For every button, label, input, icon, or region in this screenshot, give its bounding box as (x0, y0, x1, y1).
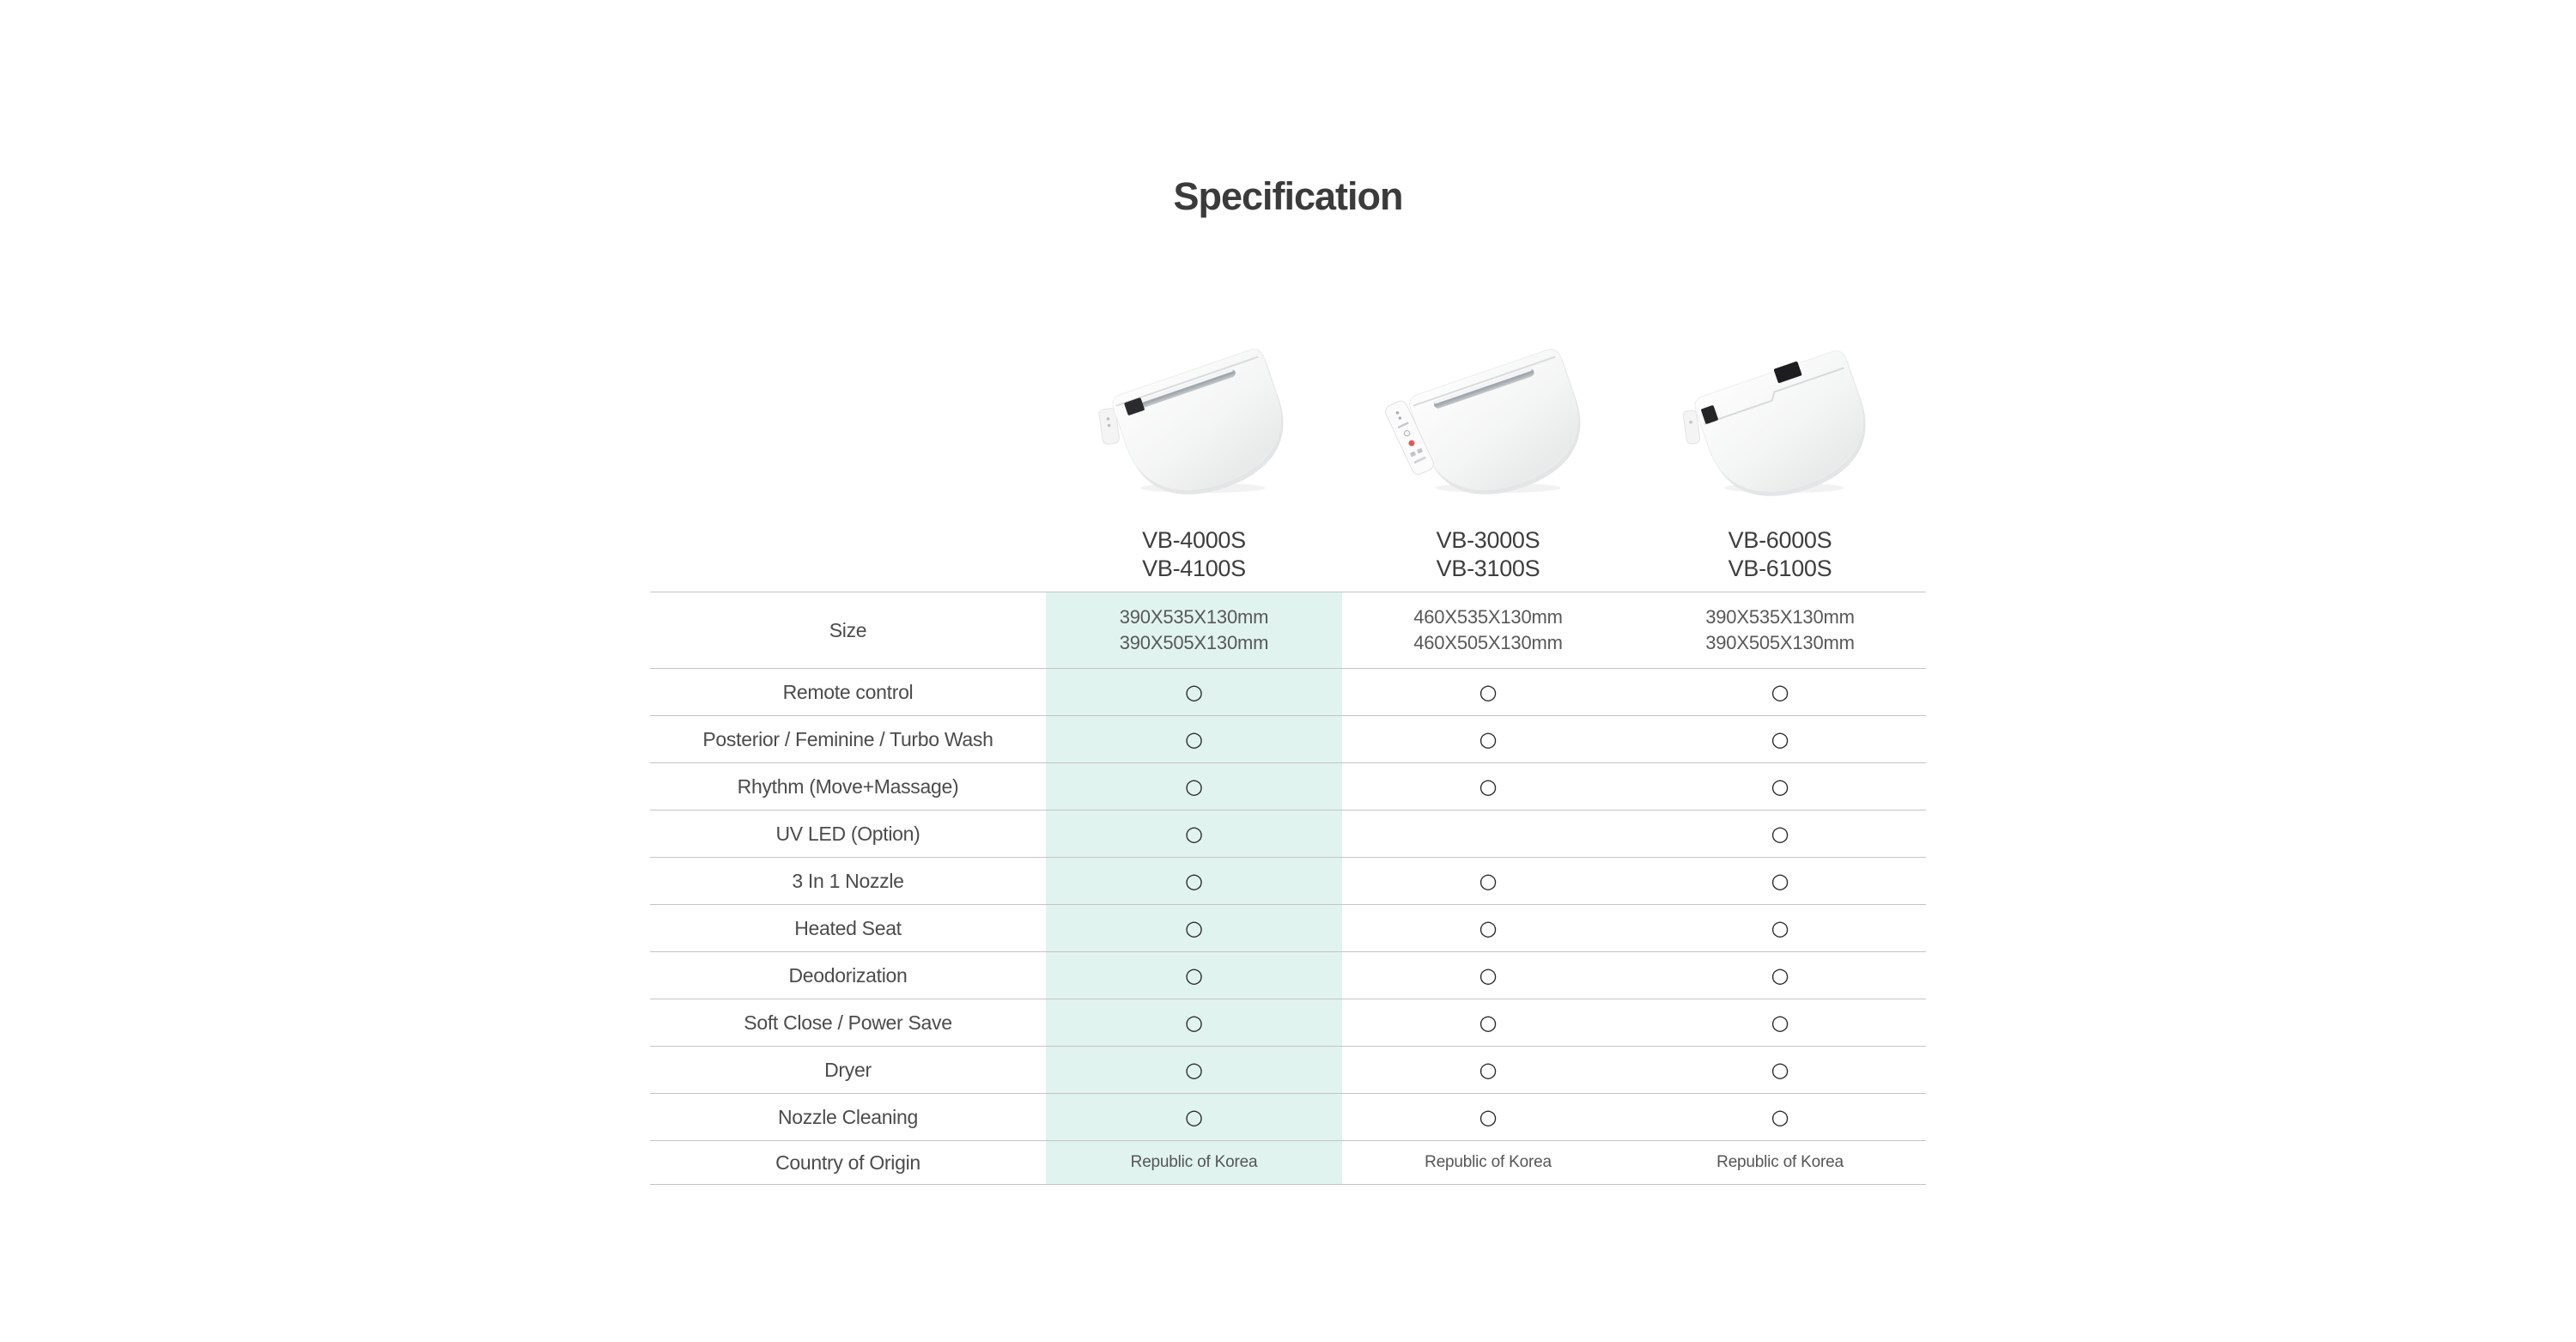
row-uv-led-option (650, 811, 1926, 858)
available-circle-mark: ○ (1479, 1058, 1498, 1082)
available-circle-mark: ○ (1185, 727, 1203, 751)
available-circle-mark: ○ (1771, 869, 1789, 893)
cell-vb6000s (1634, 1047, 1926, 1094)
model-name: VB-4100S (1142, 556, 1246, 581)
cell-vb4000s (1046, 952, 1342, 999)
available-circle-mark: ○ (1479, 963, 1498, 987)
cell-vb6000s (1634, 952, 1926, 999)
product-vb-6000s (1634, 338, 1926, 583)
cell-vb4000s (1046, 669, 1342, 716)
model-name: VB-6000S (1728, 527, 1832, 553)
row-remote-control (650, 669, 1926, 716)
row-deodorization (650, 952, 1926, 999)
model-name: VB-3000S (1436, 527, 1540, 553)
available-circle-mark: ○ (1479, 774, 1498, 799)
product-vb-3000s (1342, 338, 1634, 583)
cell-vb4000s (1046, 858, 1342, 905)
cell-vb3000s (1342, 1094, 1634, 1141)
available-circle-mark: ○ (1185, 774, 1203, 799)
available-circle-mark: ○ (1185, 822, 1203, 846)
row-label: Rhythm (Move+Massage) (737, 774, 959, 798)
row-3-in-1-nozzle (650, 858, 1926, 905)
available-circle-mark: ○ (1771, 822, 1789, 846)
model-name: VB-3100S (1436, 556, 1540, 581)
row-label: Heated Seat (794, 916, 902, 939)
available-circle-mark: ○ (1185, 680, 1203, 704)
cell-vb4000s: 390X535X130mm 390X505X130mm (1046, 592, 1342, 669)
cell-vb3000s (1342, 763, 1634, 811)
cell-vb4000s (1046, 716, 1342, 763)
cell-vb3000s (1342, 905, 1634, 952)
cell-vb6000s (1634, 905, 1926, 952)
cell-vb4000s (1046, 1047, 1342, 1094)
cell-vb3000s (1342, 1047, 1634, 1094)
product-image-vb-6000s-bidet-seat (1660, 338, 1900, 497)
available-circle-mark: ○ (1479, 1105, 1498, 1129)
cell-vb3000s (1342, 716, 1634, 763)
cell-vb4000s (1046, 1094, 1342, 1141)
products-row (1046, 338, 1926, 583)
available-circle-mark: ○ (1479, 1011, 1498, 1035)
row-label: Nozzle Cleaning (778, 1105, 918, 1128)
product-model-names (1728, 526, 1832, 583)
available-circle-mark: ○ (1771, 774, 1789, 799)
available-circle-mark: ○ (1479, 916, 1498, 940)
product-image-vb-3000s-bidet-seat (1368, 338, 1608, 497)
available-circle-mark: ○ (1771, 727, 1789, 751)
cell-vb3000s (1342, 811, 1634, 858)
cell-vb6000s (1634, 763, 1926, 811)
row-label: Soft Close / Power Save (744, 1011, 952, 1034)
cell-vb4000s (1046, 999, 1342, 1047)
cell-vb6000s (1634, 669, 1926, 716)
available-circle-mark: ○ (1479, 680, 1498, 704)
cell-vb6000s: Republic of Korea (1716, 1153, 1844, 1171)
cell-vb6000s (1634, 858, 1926, 905)
available-circle-mark: ○ (1771, 680, 1789, 704)
available-circle-mark: ○ (1771, 1011, 1789, 1035)
row-label: UV LED (Option) (775, 822, 920, 845)
row-posterior-feminine-turbo-wash (650, 716, 1926, 763)
product-image-vb-4000s-bidet-seat (1074, 338, 1315, 497)
row-soft-close-power-save (650, 999, 1926, 1047)
row-label: Remote control (782, 680, 914, 703)
cell-vb3000s (1342, 858, 1634, 905)
row-dryer (650, 1047, 1926, 1094)
available-circle-mark: ○ (1185, 1105, 1203, 1129)
product-model-names (1142, 526, 1246, 583)
model-name: VB-4000S (1142, 527, 1246, 553)
cell-vb6000s (1634, 999, 1926, 1047)
row-rhythm-move-massage (650, 763, 1926, 811)
available-circle-mark: ○ (1479, 869, 1498, 893)
row-label: Dryer (824, 1058, 872, 1081)
row-country-of-origin (650, 1141, 1926, 1185)
available-circle-mark: ○ (1771, 963, 1789, 987)
cell-vb3000s (1342, 669, 1634, 716)
cell-vb6000s (1634, 716, 1926, 763)
cell-vb4000s (1046, 905, 1342, 952)
available-circle-mark: ○ (1771, 916, 1789, 940)
available-circle-mark: ○ (1185, 869, 1203, 893)
available-circle-mark: ○ (1185, 963, 1203, 987)
available-circle-mark: ○ (1479, 727, 1498, 751)
page-title: Specification (1173, 174, 1403, 218)
row-label: Deodorization (788, 963, 908, 987)
row-label: Size (829, 618, 867, 641)
row-label: Country of Origin (775, 1151, 920, 1174)
cell-vb6000s (1634, 1094, 1926, 1141)
specification-section (650, 0, 1926, 1185)
cell-vb6000s (1634, 811, 1926, 858)
available-circle-mark: ○ (1771, 1105, 1789, 1129)
cell-vb4000s (1046, 811, 1342, 858)
product-vb-4000s (1046, 338, 1342, 583)
model-name: VB-6100S (1728, 556, 1832, 581)
available-circle-mark: ○ (1185, 1058, 1203, 1082)
product-model-names (1437, 526, 1540, 583)
row-heated-seat (650, 905, 1926, 952)
cell-vb4000s: Republic of Korea (1046, 1141, 1342, 1185)
cell-vb3000s: 460X535X130mm 460X505X130mm (1413, 606, 1563, 653)
row-label: Posterior / Feminine / Turbo Wash (702, 727, 993, 750)
cell-vb3000s: Republic of Korea (1425, 1153, 1552, 1171)
cell-vb3000s (1342, 999, 1634, 1047)
cell-vb4000s (1046, 763, 1342, 811)
cell-vb3000s (1342, 952, 1634, 999)
cell-vb6000s: 390X535X130mm 390X505X130mm (1705, 606, 1855, 653)
specification-table (650, 592, 1926, 1185)
row-label: 3 In 1 Nozzle (792, 869, 904, 892)
row-nozzle-cleaning (650, 1094, 1926, 1141)
available-circle-mark: ○ (1771, 1058, 1789, 1082)
available-circle-mark: ○ (1185, 916, 1203, 940)
row-size (650, 592, 1926, 669)
available-circle-mark: ○ (1185, 1011, 1203, 1035)
